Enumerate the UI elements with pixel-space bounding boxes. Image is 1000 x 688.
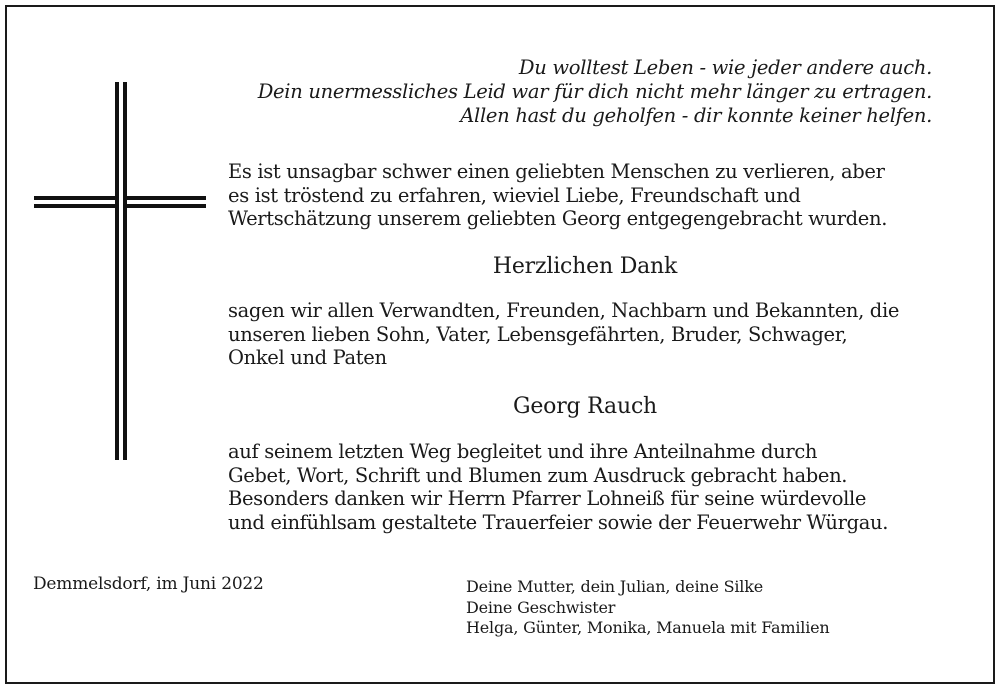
text-line: Es ist unsagbar schwer einen geliebten Menschen zu verlieren, aber xyxy=(228,160,885,183)
signatory-line: Deine Geschwister xyxy=(466,597,616,617)
closing-paragraph xyxy=(228,440,888,534)
text-line: Besonders danken wir Herrn Pfarrer Lohneiß für seine würdevolle xyxy=(228,487,867,510)
thanks-paragraph xyxy=(228,299,899,370)
signatories xyxy=(466,577,830,639)
motto-line: Dein unermessliches Leid war für dich nicht mehr länger zu ertragen. xyxy=(257,80,932,103)
motto-quote xyxy=(258,56,932,128)
intro-paragraph xyxy=(228,160,887,231)
text-line: auf seinem letzten Weg begleitet und ihre Anteilnahme durch xyxy=(228,440,818,463)
text-line: Wertschätzung unserem geliebten Georg entgegengebracht wurden. xyxy=(228,207,888,230)
place-and-date: Demmelsdorf, im Juni 2022 xyxy=(33,574,264,594)
signatory-line: Deine Mutter, dein Julian, deine Silke xyxy=(466,577,763,596)
text-line: Gebet, Wort, Schrift und Blumen zum Ausdruck gebracht haben. xyxy=(228,463,848,487)
motto-line: Du wolltest Leben - wie jeder andere auch. xyxy=(518,56,932,79)
text-line: und einfühlsam gestaltete Trauerfeier sowie der Feuerwehr Würgau. xyxy=(228,510,889,534)
text-line: unseren lieben Sohn, Vater, Lebensgefährten, Bruder, Schwager, xyxy=(228,322,848,346)
signatory-line: Helga, Günter, Monika, Manuela mit Familien xyxy=(466,618,830,637)
deceased-name: Georg Rauch xyxy=(512,394,658,419)
text-line: Onkel und Paten xyxy=(228,346,387,369)
text-line: es ist tröstend zu erfahren, wieviel Liebe, Freundschaft und xyxy=(228,183,801,207)
thanks-heading: Herzlichen Dank xyxy=(492,254,678,279)
motto-line: Allen hast du geholfen - dir konnte keiner helfen. xyxy=(460,104,932,127)
text-line: sagen wir allen Verwandten, Freunden, Nachbarn und Bekannten, die xyxy=(228,299,900,322)
